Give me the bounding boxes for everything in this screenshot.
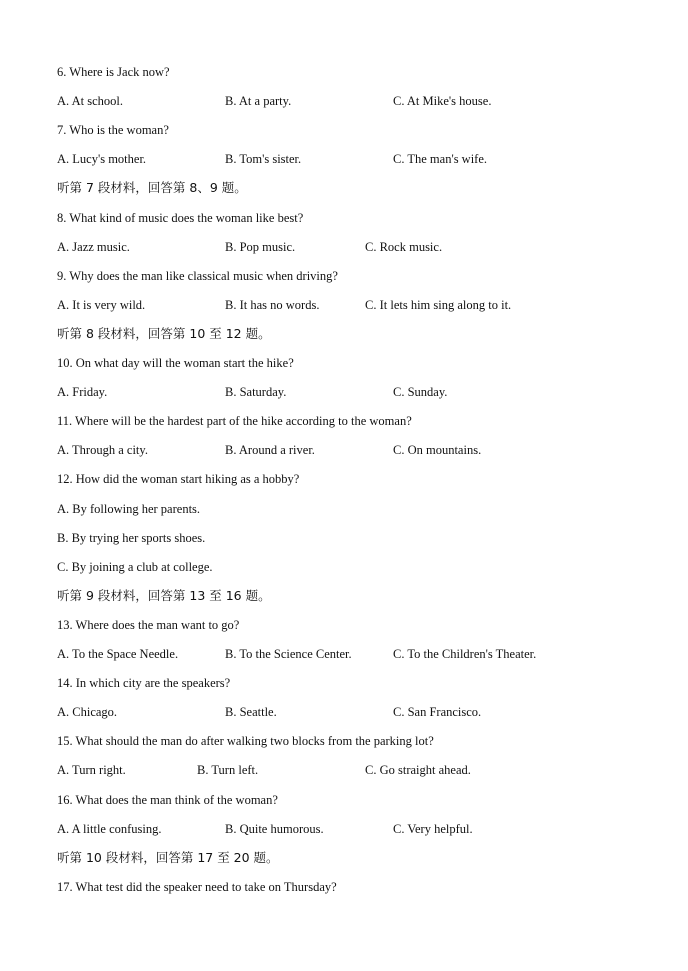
option-c: C. Go straight ahead. (365, 763, 471, 777)
option-a: A. Chicago. (57, 705, 118, 719)
option-b: B. Saturday. (225, 385, 287, 399)
question-text: 12. How did the woman start hiking as a hobby? (57, 472, 300, 486)
option-a: A. Lucy's mother. (57, 152, 147, 166)
section-heading: 听第 8 段材料，回答第 10 至 12 题。 (57, 326, 271, 341)
option-b: B. Pop music. (225, 240, 296, 254)
question-text: B. By trying her sports shoes. (57, 531, 206, 545)
option-c: C. San Francisco. (393, 705, 482, 719)
question-text: 11. Where will be the hardest part of the hike according to the woman? (57, 414, 412, 428)
option-c: C. Sunday. (393, 385, 448, 399)
section-heading: 听第 7 段材料，回答第 8、9 题。 (57, 180, 247, 195)
question-text: 15. What should the man do after walking two blocks from the parking lot? (57, 734, 434, 748)
option-c: C. Rock music. (365, 240, 443, 254)
option-c: C. On mountains. (393, 443, 482, 457)
question-text: 16. What does the man think of the woman? (57, 793, 278, 807)
question-text: 7. Who is the woman? (57, 123, 169, 137)
question-text: A. By following her parents. (57, 502, 201, 516)
option-a: A. Turn right. (57, 763, 126, 777)
question-text: 6. Where is Jack now? (57, 65, 170, 79)
option-a: A. It is very wild. (57, 298, 146, 312)
section-heading: 听第 9 段材料，回答第 13 至 16 题。 (57, 588, 271, 603)
question-text: 14. In which city are the speakers? (57, 676, 231, 690)
option-a: A. A little confusing. (57, 822, 162, 836)
question-text: C. By joining a club at college. (57, 560, 213, 574)
option-b: B. Around a river. (225, 443, 315, 457)
option-b: B. Turn left. (197, 763, 259, 777)
option-b: B. At a party. (225, 94, 292, 108)
option-b: B. Tom's sister. (225, 152, 302, 166)
option-a: A. Jazz music. (57, 240, 130, 254)
option-c: C. To the Children's Theater. (393, 647, 537, 661)
option-c: C. At Mike's house. (393, 94, 492, 108)
option-c: C. The man's wife. (393, 152, 488, 166)
question-text: 17. What test did the speaker need to take on Thursday? (57, 880, 337, 894)
option-a: A. Friday. (57, 385, 108, 399)
option-a: A. Through a city. (57, 443, 148, 457)
question-text: 10. On what day will the woman start the hike? (57, 356, 294, 370)
section-heading: 听第 10 段材料，回答第 17 至 20 题。 (57, 850, 279, 865)
option-b: B. It has no words. (225, 298, 320, 312)
option-c: C. Very helpful. (393, 822, 473, 836)
option-b: B. Seattle. (225, 705, 277, 719)
option-b: B. Quite humorous. (225, 822, 324, 836)
option-c: C. It lets him sing along to it. (365, 298, 512, 312)
option-a: A. At school. (57, 94, 123, 108)
question-text: 8. What kind of music does the woman like best? (57, 211, 304, 225)
question-text: 9. Why does the man like classical music when driving? (57, 269, 338, 283)
option-a: A. To the Space Needle. (57, 647, 179, 661)
question-text: 13. Where does the man want to go? (57, 618, 240, 632)
option-b: B. To the Science Center. (225, 647, 352, 661)
